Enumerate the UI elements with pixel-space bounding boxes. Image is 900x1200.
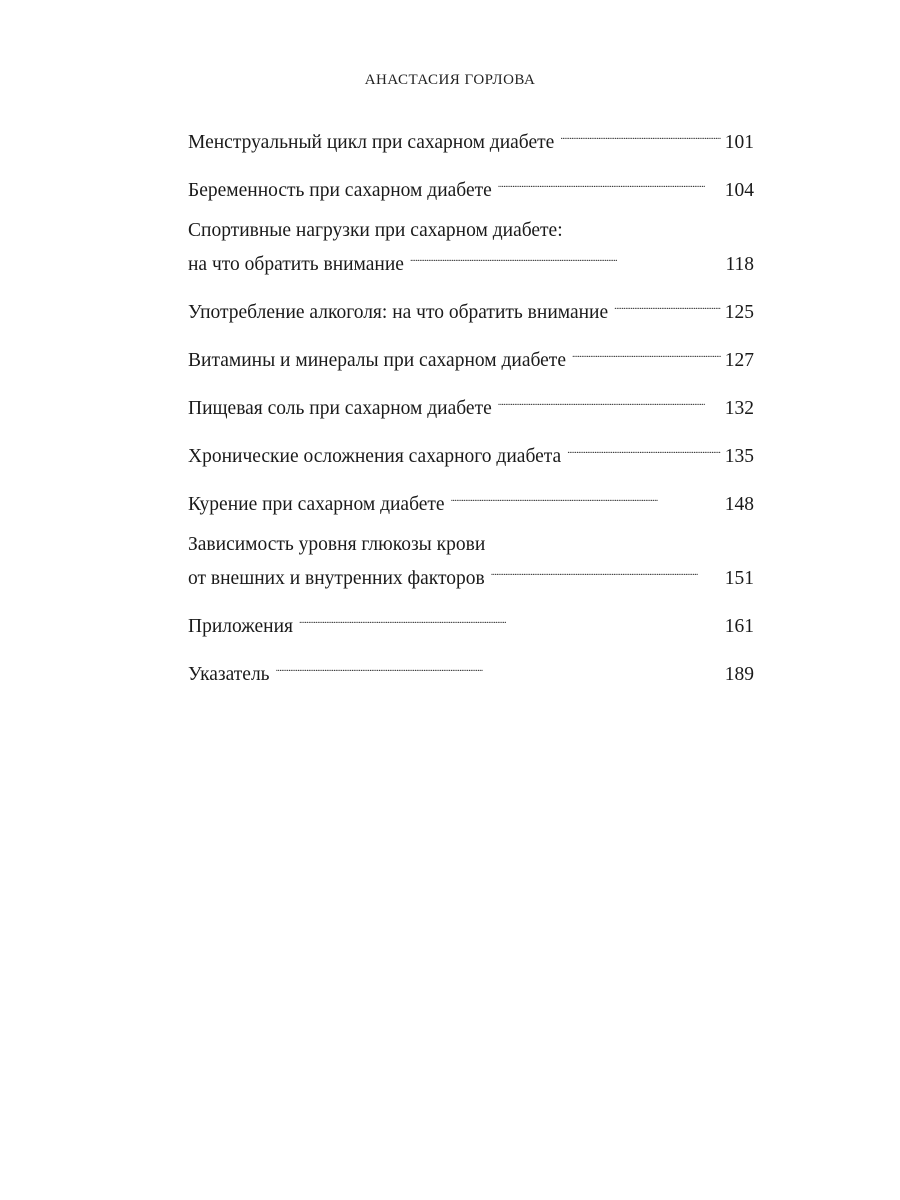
toc-entry-title: Менструальный цикл при сахарном диабете [188, 132, 555, 153]
toc-entry-title: Употребление алкоголя: на что обратить внимание [188, 302, 609, 323]
toc-line [188, 170, 754, 204]
running-head-author: АНАСТАСИЯ ГОРЛОВА [364, 72, 536, 88]
toc-line [188, 654, 754, 688]
toc-entry[interactable] [188, 340, 754, 374]
toc-entry-page: 151 [724, 568, 754, 589]
toc-entry[interactable] [188, 484, 754, 518]
table-of-contents [188, 122, 754, 702]
leader-dots [276, 654, 721, 680]
leader-dots [498, 388, 721, 414]
leader-dots [614, 292, 721, 318]
toc-entry[interactable] [188, 436, 754, 470]
leader-dots [299, 606, 721, 632]
toc-entry-page: 161 [724, 616, 754, 637]
toc-line [188, 292, 754, 326]
toc-entry-title: Витамины и минералы при сахарном диабете [188, 350, 566, 371]
toc-entry-page: 104 [724, 180, 754, 201]
toc-entry[interactable] [188, 388, 754, 422]
toc-entry-page: 148 [724, 494, 754, 515]
toc-entry-page: 135 [724, 446, 754, 467]
toc-entry-title-line1: Спортивные нагрузки при сахарном диабете: [188, 220, 563, 241]
toc-line [188, 484, 754, 518]
toc-entry-page: 132 [724, 398, 754, 419]
leader-dots [410, 244, 722, 270]
leader-dots [451, 484, 721, 510]
toc-line [188, 244, 754, 278]
leader-dots [498, 170, 721, 196]
toc-entry-page: 127 [724, 350, 754, 371]
toc-line [188, 122, 754, 156]
toc-entry-title: Хронические осложнения сахарного диабета [188, 446, 562, 467]
toc-entry-title: Пищевая соль при сахарном диабете [188, 398, 492, 419]
toc-entry-page: 189 [724, 664, 754, 685]
toc-line [188, 558, 754, 592]
toc-line [188, 388, 754, 422]
toc-entry[interactable] [188, 532, 754, 592]
toc-entry[interactable] [188, 606, 754, 640]
toc-line [188, 436, 754, 470]
leader-dots [567, 436, 721, 462]
leader-dots [491, 558, 721, 584]
toc-entry-title: Беременность при сахарном диабете [188, 180, 492, 201]
toc-entry-title: Приложения [188, 616, 293, 637]
toc-entry-title: Указатель [188, 664, 270, 685]
toc-entry-page: 118 [725, 254, 754, 275]
toc-entry[interactable] [188, 122, 754, 156]
toc-entry-title-line1: Зависимость уровня глюкозы крови [188, 534, 486, 555]
leader-dots [572, 340, 721, 366]
toc-entry-title: от внешних и внутренних факторов [188, 568, 485, 589]
toc-line [188, 340, 754, 374]
toc-entry-page: 101 [724, 132, 754, 153]
leader-dots [560, 122, 720, 148]
toc-entry-page: 125 [724, 302, 754, 323]
toc-entry-title: Курение при сахарном диабете [188, 494, 445, 515]
toc-entry[interactable] [188, 654, 754, 688]
toc-entry-title: на что обратить внимание [188, 254, 404, 275]
toc-entry[interactable] [188, 218, 754, 278]
toc-entry[interactable] [188, 292, 754, 326]
toc-entry[interactable] [188, 170, 754, 204]
toc-line [188, 606, 754, 640]
